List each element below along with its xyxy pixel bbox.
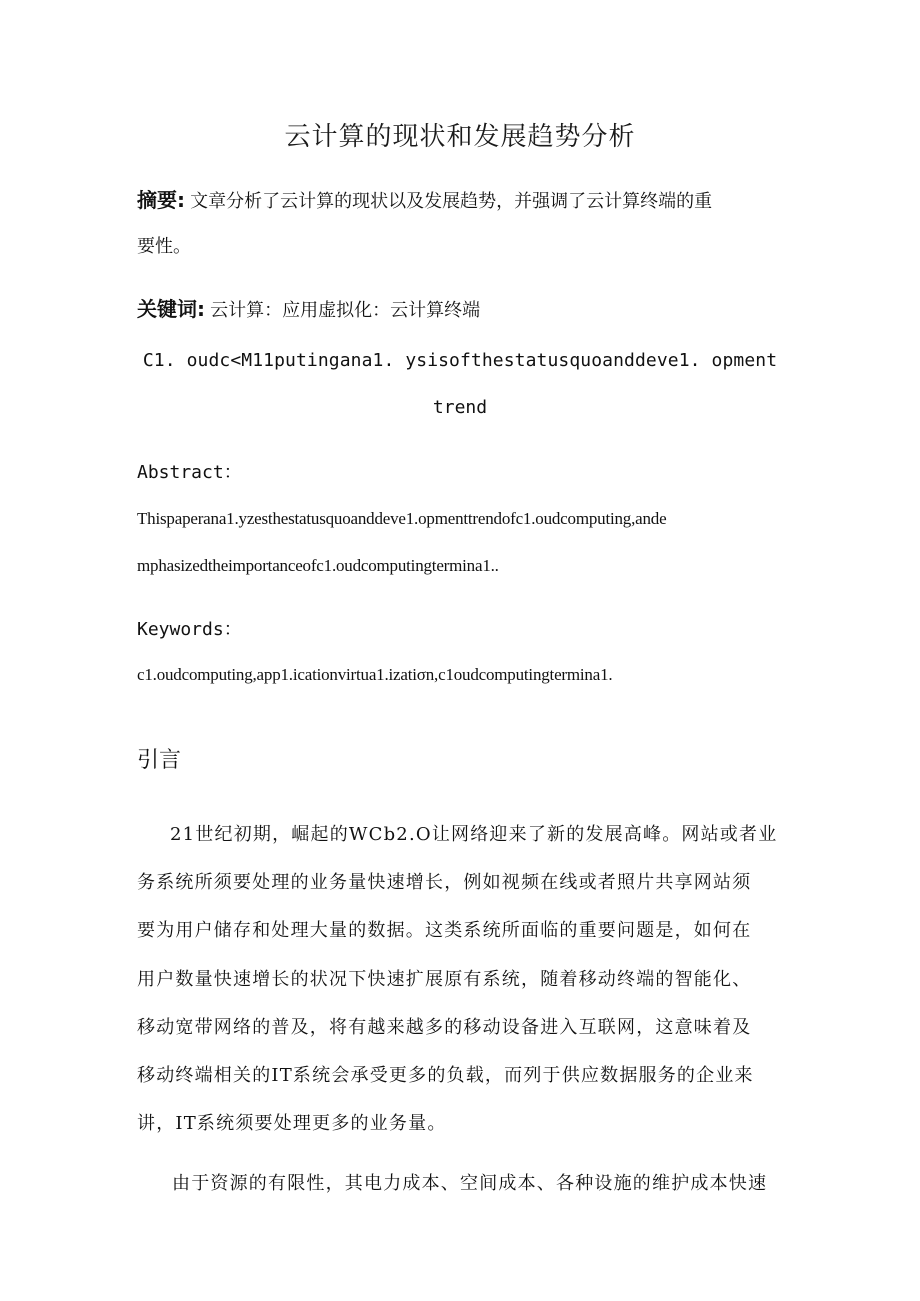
abstract-en-label: Abstract： (137, 462, 242, 483)
document-title: 云计算的现状和发展趋势分析 (284, 122, 636, 152)
intro-paragraph-1-line-1: 21世纪初期，崛起的WCb2.O让网络迎来了新的发展高峰。网站或者业 (170, 824, 778, 845)
keywords-en-label: Keywords： (137, 619, 242, 640)
abstract-cn-line-1 (137, 184, 712, 213)
abstract-en-line-2: mphasizedtheimportanceofc1.oudcomputingtermina1.. (137, 556, 499, 575)
intro-paragraph-1-line-3: 要为用户储存和处理大量的数据。这类系统所面临的重要问题是，如何在 (137, 920, 752, 941)
intro-paragraph-1-line-7: 讲，IT系统须要处理更多的业务量。 (137, 1113, 447, 1134)
abstract-cn-text-1: 文章分析了云计算的现状以及发展趋势，并强调了云计算终端的重 (190, 191, 713, 212)
abstract-cn-label: 摘要: (137, 188, 185, 212)
intro-paragraph-1-line-4: 用户数量快速增长的状况下快速扩展原有系统，随着移动终端的智能化、 (137, 969, 752, 990)
keywords-cn-label: 关键词: (137, 297, 205, 321)
intro-paragraph-2-line-1: 由于资源的有限性，其电力成本、空间成本、各种设施的维护成本快速 (172, 1173, 768, 1194)
keywords-cn-text: 云计算：应用虚拟化：云计算终端 (210, 300, 481, 321)
intro-paragraph-1-line-5: 移动宽带网络的普及，将有越来越多的移动设备进入互联网，这意味着及 (137, 1017, 752, 1038)
keywords-cn-line (137, 293, 480, 322)
abstract-cn-line-2: 要性。 (137, 236, 191, 257)
intro-heading: 引言 (137, 748, 182, 773)
english-title-line-1: C1. oudc<M11putingana1. ysisofthestatusquoanddeve1. opment (142, 350, 778, 371)
intro-paragraph-1-line-2: 务系统所须要处理的业务量快速增长，例如视频在线或者照片共享网站须 (137, 872, 752, 893)
intro-paragraph-1-line-6: 移动终端相关的IT系统会承受更多的负载，而列于供应数据服务的企业来 (137, 1065, 754, 1086)
abstract-en-line-1: Thispaperana1.yzesthestatusquoanddeve1.opmenttrendofc1.oudcomputing,ande (137, 509, 667, 528)
keywords-en-text: c1.oudcomputing,app1.icationvirtua1.izatiσn,c1oudcomputingtermina1. (137, 665, 613, 684)
english-title-line-2: trend (432, 397, 488, 418)
